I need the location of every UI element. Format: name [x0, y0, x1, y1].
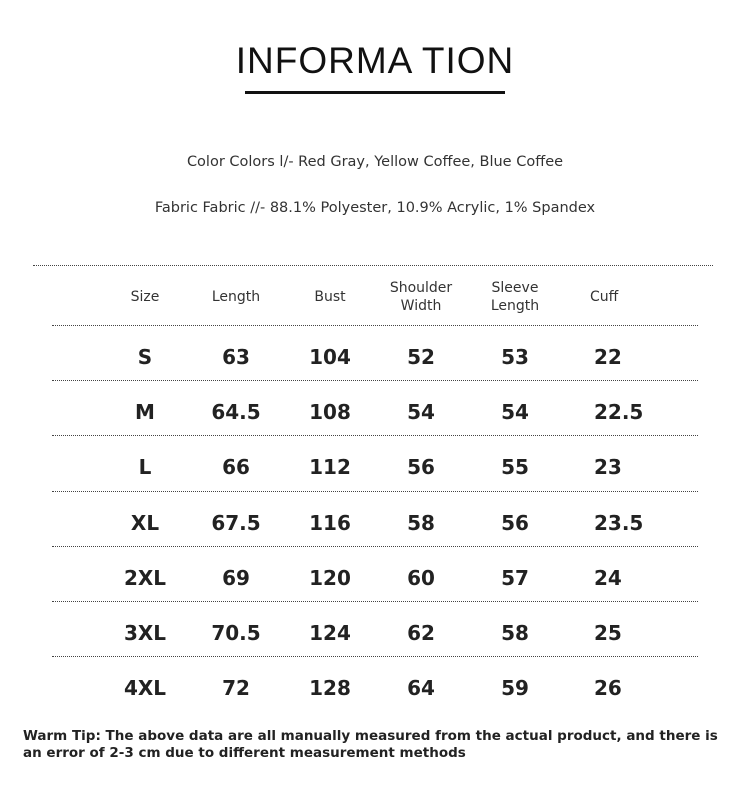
row-divider	[52, 380, 698, 381]
row-divider	[52, 546, 698, 547]
cell-cuff: 23	[594, 455, 622, 479]
cell-sleeve-length: 59	[501, 676, 529, 700]
page-title: INFORMA TION	[235, 40, 515, 81]
cell-shoulder-width: 54	[407, 400, 435, 424]
cell-cuff: 26	[594, 676, 622, 700]
header-sleeve-length	[470, 270, 560, 324]
header-top-divider	[33, 265, 713, 266]
cell-length: 64.5	[211, 400, 261, 424]
cell-bust: 108	[309, 400, 351, 424]
row-divider	[52, 435, 698, 436]
cell-size: 4XL	[123, 676, 167, 700]
cell-cuff: 22.5	[594, 400, 644, 424]
cell-shoulder-width: 62	[407, 621, 435, 645]
table-row	[0, 330, 750, 384]
table-row	[0, 440, 750, 494]
table-row	[0, 496, 750, 550]
cell-cuff: 22	[594, 345, 622, 369]
row-divider	[52, 656, 698, 657]
cell-sleeve-length: 53	[501, 345, 529, 369]
table-row	[0, 551, 750, 605]
cell-size: 3XL	[123, 621, 167, 645]
header-bust: Bust	[314, 289, 346, 305]
header-shoulder-width	[376, 270, 466, 324]
header-size: Size	[130, 289, 160, 305]
table-row	[0, 661, 750, 715]
row-divider	[52, 325, 698, 326]
title-underline	[245, 91, 505, 94]
cell-sleeve-length: 58	[501, 621, 529, 645]
table-row	[0, 385, 750, 439]
cell-size: L	[138, 455, 152, 479]
header-sleeve-line-2: Length	[490, 298, 540, 314]
cell-size: 2XL	[123, 566, 167, 590]
cell-sleeve-length: 54	[501, 400, 529, 424]
cell-bust: 128	[309, 676, 351, 700]
header-sleeve-line-1: Sleeve	[491, 280, 539, 296]
warm-tip: Warm Tip: The above data are all manually measured from the actual product, and there is an error of 2-3 cm due to different measurement methods	[23, 728, 718, 761]
cell-bust: 104	[309, 345, 351, 369]
row-divider	[52, 491, 698, 492]
table-row	[0, 606, 750, 660]
fabric-info: Fabric Fabric //- 88.1% Polyester, 10.9% Acrylic, 1% Spandex	[154, 200, 596, 216]
cell-length: 70.5	[211, 621, 261, 645]
cell-length: 72	[222, 676, 250, 700]
color-info: Color Colors l/- Red Gray, Yellow Coffee, Blue Coffee	[186, 154, 564, 170]
cell-shoulder-width: 58	[407, 511, 435, 535]
cell-size: XL	[130, 511, 160, 535]
cell-shoulder-width: 52	[407, 345, 435, 369]
cell-shoulder-width: 56	[407, 455, 435, 479]
cell-cuff: 25	[594, 621, 622, 645]
cell-length: 67.5	[211, 511, 261, 535]
cell-sleeve-length: 57	[501, 566, 529, 590]
cell-size: S	[137, 345, 153, 369]
header-length: Length	[211, 289, 261, 305]
row-divider	[52, 601, 698, 602]
cell-cuff: 23.5	[594, 511, 644, 535]
cell-cuff: 24	[594, 566, 622, 590]
cell-bust: 124	[309, 621, 351, 645]
cell-bust: 116	[309, 511, 351, 535]
cell-shoulder-width: 64	[407, 676, 435, 700]
cell-sleeve-length: 55	[501, 455, 529, 479]
cell-bust: 120	[309, 566, 351, 590]
header-shoulder-line-1: Shoulder	[389, 280, 453, 296]
cell-length: 69	[222, 566, 250, 590]
size-table-header	[0, 270, 750, 324]
cell-sleeve-length: 56	[501, 511, 529, 535]
cell-length: 66	[222, 455, 250, 479]
header-shoulder-line-2: Width	[400, 298, 442, 314]
cell-shoulder-width: 60	[407, 566, 435, 590]
header-cuff: Cuff	[590, 289, 619, 305]
cell-size: M	[135, 400, 155, 424]
cell-length: 63	[222, 345, 250, 369]
cell-bust: 112	[309, 455, 351, 479]
